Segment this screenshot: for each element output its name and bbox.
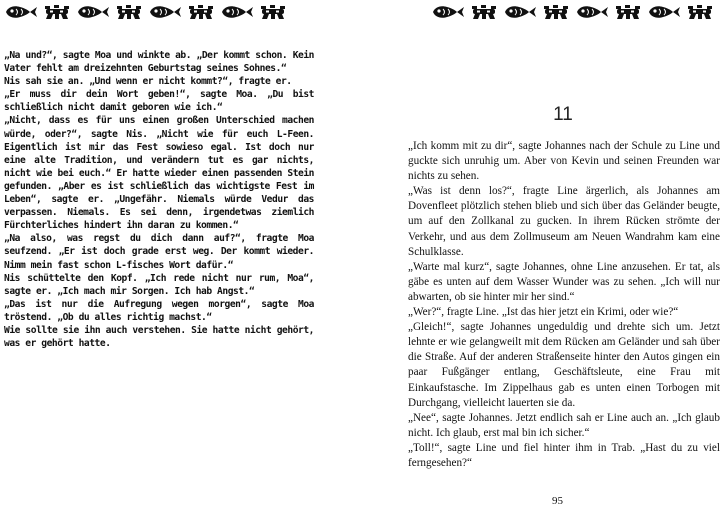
page-number: 95 bbox=[552, 495, 563, 507]
right-page-text bbox=[408, 139, 720, 471]
fish-ornament-icon bbox=[148, 4, 182, 20]
paragraph: „Na und?“, sagte Moa und winkte ab. „Der kommt schon. Kein Vater fehlt am dreizehnten Geburtstag seines Sohnes.“ bbox=[4, 50, 314, 75]
creature-ornament-icon bbox=[686, 4, 714, 20]
header-ornament-row bbox=[4, 4, 287, 20]
paragraph: Nis schüttelte den Kopf. „Ich rede nicht nur rum, Moa“, sagte er. „Ich mach mir Sorgen. Ich hab Angst.“ bbox=[4, 272, 314, 297]
paragraph: „Ich komm mit zu dir“, sagte Johannes nach der Schule zu Line und guckte sich unruhig um. Aber von Kevin und seinen Freunden war nichts zu sehen. bbox=[408, 140, 720, 183]
creature-ornament-icon bbox=[43, 4, 71, 20]
fish-ornament-icon bbox=[76, 4, 110, 20]
fish-ornament-icon bbox=[575, 4, 609, 20]
creature-ornament-icon bbox=[470, 4, 498, 20]
creature-ornament-icon bbox=[614, 4, 642, 20]
paragraph: „Nicht, dass es für uns einen großen Unterschied machen würde, oder?“, sagte Nis. „Nicht wie für euch L-Feen. Eigentlich ist mir das Fest sowieso egal. Ist doch nur eine alte Tradition, und verändern tut es gar nichts, nicht wie bei euch.“ Er hatte wieder einen passenden Stein gefunden. „Aber es ist schließlich das wichtigste Fest im Leben“, sagte er. „Ungefähr. Niemals würde Vedur das verpassen. Niemals. Es sei denn, irgendetwas ziemlich Fürchterliches hindert ihn daran zu kommen.“ bbox=[4, 115, 314, 232]
paragraph: „Na also, was regst du dich dann auf?“, fragte Moa seufzend. „Er ist doch grade erst weg. Der kommt wieder. Nimm mein fast schon L-fisches Wort dafür.“ bbox=[4, 233, 314, 271]
fish-ornament-icon bbox=[431, 4, 465, 20]
fish-ornament-icon bbox=[4, 4, 38, 20]
right-page bbox=[360, 0, 720, 515]
fish-ornament-icon bbox=[220, 4, 254, 20]
creature-ornament-icon bbox=[187, 4, 215, 20]
creature-ornament-icon bbox=[259, 4, 287, 20]
fish-ornament-icon bbox=[647, 4, 681, 20]
paragraph: „Was ist denn los?“, fragte Line ärgerlich, als Johannes am Dovenfleet plötzlich stehen blieb und sich über das Geländer beugte, um auf den Zollkanal zu gucken. In ihrem Rücken strömte der Verkehr, und aus dem Zollmuseum am Neuen Wandrahm kam eine Schulklasse. bbox=[408, 185, 720, 258]
paragraph: Wie sollte sie ihn auch verstehen. Sie hatte nicht gehört, was er gehört hatte. bbox=[4, 324, 314, 350]
left-page-text bbox=[4, 49, 314, 350]
creature-ornament-icon bbox=[542, 4, 570, 20]
paragraph: „Nee“, sagte Johannes. Jetzt endlich sah er Line auch an. „Ich glaub nicht. Ich glaub, erst mal bin ich sicher.“ bbox=[408, 411, 720, 439]
header-ornament-row bbox=[431, 4, 714, 20]
paragraph: „Toll!“, sagte Line und fiel hinter ihm in Trab. „Hast du zu viel ferngesehen?“ bbox=[408, 441, 720, 469]
paragraph: „Er muss dir dein Wort geben!“, sagte Moa. „Du bist schließlich nicht damit geboren wie ich.“ bbox=[4, 89, 314, 114]
chapter-number: 11 bbox=[553, 104, 573, 125]
paragraph: „Wer?“, fragte Line. „Ist das hier jetzt ein Krimi, oder wie?“ bbox=[408, 306, 679, 319]
fish-ornament-icon bbox=[503, 4, 537, 20]
paragraph: „Das ist nur die Aufregung wegen morgen“, sagte Moa tröstend. „Ob du alles richtig machst.“ bbox=[4, 298, 314, 323]
paragraph: „Warte mal kurz“, sagte Johannes, ohne Line anzusehen. Er tat, als gäbe es unten auf dem Wasser Wunder was zu sehen. „Ich will nur abwarten, ob sie hinter mir her sind.“ bbox=[408, 260, 720, 303]
paragraph: Nis sah sie an. „Und wenn er nicht kommt?“, fragte er. bbox=[4, 76, 292, 88]
creature-ornament-icon bbox=[115, 4, 143, 20]
paragraph: „Gleich!“, sagte Johannes ungeduldig und drehte sich um. Jetzt lehnte er wie gelangweilt mit dem Rücken am Geländer und sah über die Straße. Auf der anderen Straßenseite hinter den Autos gingen ein paar Fußgänger entlang, Geschäftsleute, eine Frau mit Einkaufstasche. Im Zippelhaus gab es unten einen Torbogen mit Durchgang, vielleicht lauerten sie da. bbox=[408, 321, 720, 409]
